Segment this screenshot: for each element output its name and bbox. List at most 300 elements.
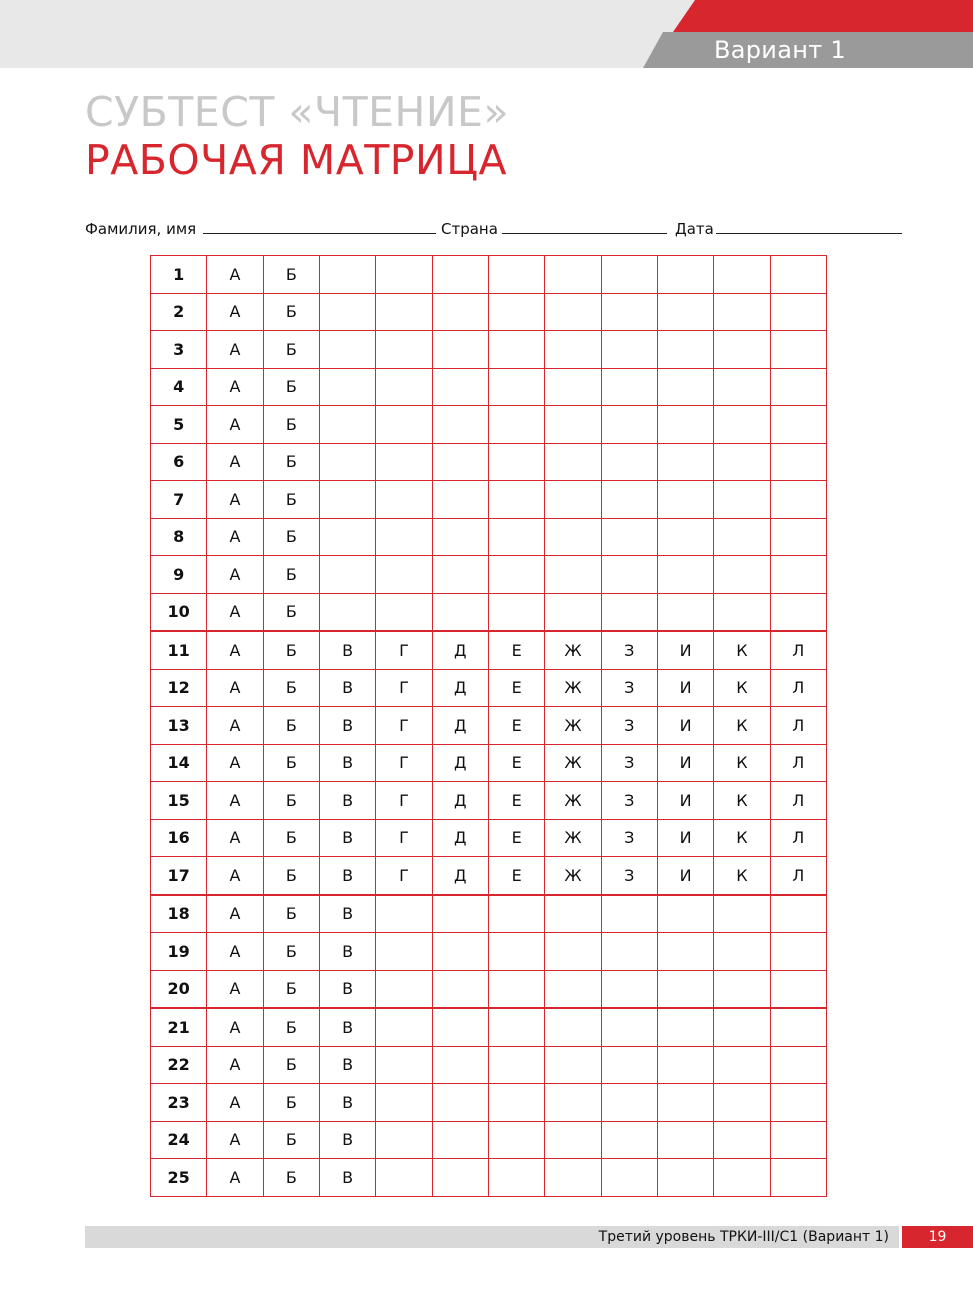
empty-cell	[488, 1159, 544, 1197]
matrix-title: РАБОЧАЯ МАТРИЦА	[85, 136, 508, 184]
answer-option[interactable]: А	[207, 631, 263, 669]
empty-cell	[770, 481, 826, 519]
answer-option[interactable]: А	[207, 593, 263, 631]
answer-option[interactable]: И	[657, 857, 713, 895]
empty-cell	[432, 293, 488, 331]
answer-option[interactable]: А	[207, 518, 263, 556]
date-label: Дата	[675, 220, 714, 238]
empty-cell	[376, 293, 432, 331]
empty-cell	[657, 293, 713, 331]
answer-option[interactable]: Ж	[545, 857, 601, 895]
empty-cell	[770, 593, 826, 631]
empty-cell	[714, 443, 770, 481]
empty-cell	[545, 1046, 601, 1084]
answer-option[interactable]: А	[207, 933, 263, 971]
empty-cell	[319, 443, 375, 481]
empty-cell	[657, 556, 713, 594]
answer-option[interactable]: Б	[263, 819, 319, 857]
empty-cell	[488, 1084, 544, 1122]
empty-cell	[319, 481, 375, 519]
answer-option[interactable]: Б	[263, 744, 319, 782]
empty-cell	[545, 556, 601, 594]
answer-option[interactable]: И	[657, 669, 713, 707]
answer-option[interactable]: А	[207, 744, 263, 782]
empty-cell	[601, 933, 657, 971]
answer-option[interactable]: А	[207, 481, 263, 519]
answer-option[interactable]: К	[714, 782, 770, 820]
empty-cell	[770, 895, 826, 933]
empty-cell	[432, 518, 488, 556]
empty-cell	[488, 970, 544, 1008]
answer-option[interactable]: З	[601, 819, 657, 857]
answer-option[interactable]: З	[601, 744, 657, 782]
empty-cell	[657, 256, 713, 294]
answer-option[interactable]: В	[319, 669, 375, 707]
answer-option[interactable]: А	[207, 443, 263, 481]
empty-cell	[770, 970, 826, 1008]
empty-cell	[714, 1046, 770, 1084]
matrix-row	[151, 443, 827, 481]
empty-cell	[770, 256, 826, 294]
empty-cell	[601, 1159, 657, 1197]
matrix-row	[151, 631, 827, 669]
empty-cell	[657, 970, 713, 1008]
matrix-row	[151, 1008, 827, 1046]
question-number: 10	[151, 593, 207, 631]
empty-cell	[770, 331, 826, 369]
empty-cell	[432, 593, 488, 631]
answer-option[interactable]: Б	[263, 782, 319, 820]
answer-option[interactable]: Б	[263, 1084, 319, 1122]
answer-option[interactable]: В	[319, 1046, 375, 1084]
question-number: 21	[151, 1008, 207, 1046]
name-field[interactable]	[203, 233, 436, 234]
empty-cell	[601, 518, 657, 556]
answer-option[interactable]: В	[319, 970, 375, 1008]
question-number: 12	[151, 669, 207, 707]
matrix-row	[151, 782, 827, 820]
empty-cell	[545, 933, 601, 971]
answer-option[interactable]: Е	[488, 819, 544, 857]
empty-cell	[601, 331, 657, 369]
answer-option[interactable]: К	[714, 744, 770, 782]
answer-option[interactable]: Г	[376, 631, 432, 669]
empty-cell	[319, 556, 375, 594]
answer-option[interactable]: Г	[376, 744, 432, 782]
matrix-row	[151, 556, 827, 594]
empty-cell	[714, 406, 770, 444]
empty-cell	[714, 933, 770, 971]
answer-option[interactable]: А	[207, 970, 263, 1008]
empty-cell	[657, 1046, 713, 1084]
question-number: 23	[151, 1084, 207, 1122]
question-number: 1	[151, 256, 207, 294]
answer-option[interactable]: Б	[263, 1008, 319, 1046]
matrix-row	[151, 518, 827, 556]
empty-cell	[657, 1008, 713, 1046]
empty-cell	[432, 443, 488, 481]
empty-cell	[376, 331, 432, 369]
footer-text: Третий уровень ТРКИ-III/C1 (Вариант 1)	[598, 1229, 889, 1245]
question-number: 13	[151, 707, 207, 745]
answer-option[interactable]: А	[207, 707, 263, 745]
answer-option[interactable]: И	[657, 782, 713, 820]
empty-cell	[714, 331, 770, 369]
empty-cell	[545, 443, 601, 481]
empty-cell	[770, 933, 826, 971]
empty-cell	[714, 970, 770, 1008]
matrix-row	[151, 1046, 827, 1084]
answer-option[interactable]: К	[714, 707, 770, 745]
empty-cell	[376, 368, 432, 406]
empty-cell	[714, 368, 770, 406]
answer-option[interactable]: К	[714, 669, 770, 707]
matrix-row	[151, 1121, 827, 1159]
matrix-row	[151, 669, 827, 707]
empty-cell	[545, 406, 601, 444]
empty-cell	[601, 481, 657, 519]
answer-option[interactable]: Е	[488, 782, 544, 820]
empty-cell	[488, 331, 544, 369]
empty-cell	[545, 1008, 601, 1046]
answer-option[interactable]: А	[207, 1008, 263, 1046]
empty-cell	[545, 518, 601, 556]
answer-option[interactable]: В	[319, 857, 375, 895]
answer-option[interactable]: А	[207, 782, 263, 820]
empty-cell	[376, 933, 432, 971]
empty-cell	[657, 368, 713, 406]
question-number: 3	[151, 331, 207, 369]
empty-cell	[770, 293, 826, 331]
answer-option[interactable]: А	[207, 1046, 263, 1084]
answer-option[interactable]: А	[207, 1084, 263, 1122]
empty-cell	[376, 1121, 432, 1159]
empty-cell	[657, 518, 713, 556]
answer-option[interactable]: Б	[263, 631, 319, 669]
empty-cell	[601, 556, 657, 594]
answer-option[interactable]: Л	[770, 819, 826, 857]
answer-option[interactable]: А	[207, 331, 263, 369]
answer-option[interactable]: З	[601, 782, 657, 820]
answer-option[interactable]: Е	[488, 744, 544, 782]
answer-option[interactable]: Е	[488, 857, 544, 895]
answer-option[interactable]: В	[319, 782, 375, 820]
empty-cell	[601, 593, 657, 631]
empty-cell	[488, 481, 544, 519]
empty-cell	[601, 970, 657, 1008]
answer-option[interactable]: В	[319, 933, 375, 971]
matrix-row	[151, 933, 827, 971]
empty-cell	[657, 1159, 713, 1197]
answer-option[interactable]: З	[601, 707, 657, 745]
empty-cell	[657, 1121, 713, 1159]
answer-option[interactable]: Л	[770, 857, 826, 895]
empty-cell	[545, 970, 601, 1008]
answer-option[interactable]: А	[207, 1121, 263, 1159]
empty-cell	[545, 481, 601, 519]
empty-cell	[714, 1084, 770, 1122]
empty-cell	[488, 1046, 544, 1084]
question-number: 14	[151, 744, 207, 782]
answer-option[interactable]: Г	[376, 707, 432, 745]
matrix-row	[151, 1084, 827, 1122]
answer-option[interactable]: Г	[376, 669, 432, 707]
matrix-row	[151, 406, 827, 444]
empty-cell	[432, 1121, 488, 1159]
question-number: 6	[151, 443, 207, 481]
answer-option[interactable]: А	[207, 556, 263, 594]
answer-option[interactable]: А	[207, 819, 263, 857]
empty-cell	[657, 933, 713, 971]
answer-option[interactable]: К	[714, 631, 770, 669]
answer-option[interactable]: Б	[263, 368, 319, 406]
answer-option[interactable]: Б	[263, 1159, 319, 1197]
answer-option[interactable]: А	[207, 293, 263, 331]
empty-cell	[601, 293, 657, 331]
empty-cell	[488, 518, 544, 556]
answer-option[interactable]: З	[601, 857, 657, 895]
question-number: 9	[151, 556, 207, 594]
empty-cell	[432, 556, 488, 594]
answer-option[interactable]: Б	[263, 518, 319, 556]
variant-label: Вариант 1	[714, 36, 846, 64]
answer-option[interactable]: Б	[263, 669, 319, 707]
empty-cell	[545, 1084, 601, 1122]
answer-option[interactable]: Б	[263, 481, 319, 519]
matrix-row	[151, 970, 827, 1008]
question-number: 7	[151, 481, 207, 519]
answer-option[interactable]: Б	[263, 1121, 319, 1159]
answer-option[interactable]: Д	[432, 857, 488, 895]
answer-option[interactable]: И	[657, 819, 713, 857]
answer-option[interactable]: И	[657, 744, 713, 782]
answer-option[interactable]: Б	[263, 895, 319, 933]
empty-cell	[488, 1008, 544, 1046]
answer-option[interactable]: Б	[263, 970, 319, 1008]
empty-cell	[545, 593, 601, 631]
empty-cell	[770, 1046, 826, 1084]
empty-cell	[545, 256, 601, 294]
empty-cell	[432, 895, 488, 933]
answer-option[interactable]: А	[207, 857, 263, 895]
empty-cell	[770, 443, 826, 481]
answer-option[interactable]: Б	[263, 556, 319, 594]
page-number: 19	[902, 1226, 973, 1248]
empty-cell	[657, 895, 713, 933]
answer-option[interactable]: В	[319, 1084, 375, 1122]
empty-cell	[545, 1159, 601, 1197]
answer-option[interactable]: Ж	[545, 707, 601, 745]
country-label: Страна	[441, 220, 498, 238]
answer-matrix	[150, 255, 827, 1197]
answer-option[interactable]: В	[319, 1159, 375, 1197]
answer-option[interactable]: Ж	[545, 819, 601, 857]
answer-option[interactable]: Д	[432, 631, 488, 669]
empty-cell	[376, 556, 432, 594]
answer-option[interactable]: Е	[488, 707, 544, 745]
question-number: 8	[151, 518, 207, 556]
answer-option[interactable]: Е	[488, 669, 544, 707]
empty-cell	[714, 593, 770, 631]
answer-option[interactable]: Б	[263, 293, 319, 331]
question-number: 2	[151, 293, 207, 331]
answer-option[interactable]: Ж	[545, 631, 601, 669]
empty-cell	[432, 1159, 488, 1197]
answer-option[interactable]: В	[319, 1008, 375, 1046]
empty-cell	[376, 970, 432, 1008]
empty-cell	[657, 1084, 713, 1122]
answer-option[interactable]: К	[714, 819, 770, 857]
empty-cell	[376, 1084, 432, 1122]
answer-option[interactable]: К	[714, 857, 770, 895]
empty-cell	[376, 1046, 432, 1084]
country-field[interactable]	[502, 233, 667, 234]
empty-cell	[488, 256, 544, 294]
answer-option[interactable]: Б	[263, 256, 319, 294]
answer-option[interactable]: И	[657, 631, 713, 669]
answer-option[interactable]: Л	[770, 669, 826, 707]
matrix-row	[151, 895, 827, 933]
answer-option[interactable]: В	[319, 895, 375, 933]
empty-cell	[376, 1008, 432, 1046]
empty-cell	[601, 1084, 657, 1122]
answer-option[interactable]: Е	[488, 631, 544, 669]
answer-option[interactable]: Л	[770, 631, 826, 669]
empty-cell	[376, 593, 432, 631]
empty-cell	[770, 1084, 826, 1122]
answer-option[interactable]: А	[207, 406, 263, 444]
answer-option[interactable]: Г	[376, 782, 432, 820]
answer-option[interactable]: Ж	[545, 782, 601, 820]
question-number: 18	[151, 895, 207, 933]
empty-cell	[432, 331, 488, 369]
empty-cell	[376, 443, 432, 481]
matrix-row	[151, 819, 827, 857]
empty-cell	[545, 293, 601, 331]
empty-cell	[714, 518, 770, 556]
empty-cell	[601, 1008, 657, 1046]
answer-option[interactable]: Б	[263, 593, 319, 631]
empty-cell	[432, 406, 488, 444]
empty-cell	[432, 933, 488, 971]
answer-option[interactable]: В	[319, 1121, 375, 1159]
answer-option[interactable]: А	[207, 256, 263, 294]
question-number: 20	[151, 970, 207, 1008]
question-number: 22	[151, 1046, 207, 1084]
answer-option[interactable]: Б	[263, 443, 319, 481]
empty-cell	[432, 1046, 488, 1084]
question-number: 5	[151, 406, 207, 444]
empty-cell	[770, 406, 826, 444]
question-number: 16	[151, 819, 207, 857]
empty-cell	[488, 593, 544, 631]
empty-cell	[714, 1008, 770, 1046]
answer-option[interactable]: Ж	[545, 669, 601, 707]
matrix-row	[151, 331, 827, 369]
empty-cell	[319, 256, 375, 294]
empty-cell	[432, 368, 488, 406]
answer-option[interactable]: Б	[263, 707, 319, 745]
empty-cell	[488, 933, 544, 971]
question-number: 15	[151, 782, 207, 820]
matrix-row	[151, 857, 827, 895]
empty-cell	[319, 593, 375, 631]
answer-option[interactable]: Д	[432, 669, 488, 707]
empty-cell	[545, 1121, 601, 1159]
empty-cell	[601, 1046, 657, 1084]
answer-option[interactable]: В	[319, 819, 375, 857]
answer-option[interactable]: Б	[263, 331, 319, 369]
question-number: 25	[151, 1159, 207, 1197]
answer-option[interactable]: Г	[376, 819, 432, 857]
answer-option[interactable]: З	[601, 669, 657, 707]
answer-option[interactable]: Б	[263, 857, 319, 895]
answer-option[interactable]: Д	[432, 744, 488, 782]
empty-cell	[770, 1008, 826, 1046]
answer-option[interactable]: В	[319, 631, 375, 669]
answer-option[interactable]: Д	[432, 782, 488, 820]
answer-option[interactable]: Д	[432, 707, 488, 745]
question-number: 24	[151, 1121, 207, 1159]
empty-cell	[601, 1121, 657, 1159]
answer-option[interactable]: А	[207, 895, 263, 933]
answer-option[interactable]: Б	[263, 1046, 319, 1084]
answer-option[interactable]: Г	[376, 857, 432, 895]
empty-cell	[657, 406, 713, 444]
matrix-row	[151, 1159, 827, 1197]
matrix-row	[151, 707, 827, 745]
answer-option[interactable]: Б	[263, 933, 319, 971]
question-number: 11	[151, 631, 207, 669]
answer-option[interactable]: Л	[770, 782, 826, 820]
subtest-title: СУБТЕСТ «ЧТЕНИЕ»	[85, 88, 510, 136]
answer-option[interactable]: Ж	[545, 744, 601, 782]
answer-option[interactable]: В	[319, 707, 375, 745]
answer-option[interactable]: А	[207, 1159, 263, 1197]
answer-option[interactable]: Л	[770, 744, 826, 782]
empty-cell	[714, 481, 770, 519]
empty-cell	[545, 368, 601, 406]
answer-option[interactable]: З	[601, 631, 657, 669]
empty-cell	[319, 406, 375, 444]
empty-cell	[657, 331, 713, 369]
empty-cell	[488, 556, 544, 594]
empty-cell	[601, 443, 657, 481]
empty-cell	[319, 368, 375, 406]
empty-cell	[714, 256, 770, 294]
answer-option[interactable]: А	[207, 669, 263, 707]
empty-cell	[376, 406, 432, 444]
name-label: Фамилия, имя	[85, 220, 197, 238]
header-red-stripe	[673, 0, 973, 32]
answer-option[interactable]: Б	[263, 406, 319, 444]
date-field[interactable]	[716, 233, 902, 234]
answer-option[interactable]: Д	[432, 819, 488, 857]
answer-option[interactable]: А	[207, 368, 263, 406]
empty-cell	[432, 1008, 488, 1046]
empty-cell	[770, 1121, 826, 1159]
question-number: 17	[151, 857, 207, 895]
matrix-row	[151, 368, 827, 406]
empty-cell	[714, 1159, 770, 1197]
answer-option[interactable]: В	[319, 744, 375, 782]
empty-cell	[770, 518, 826, 556]
answer-option[interactable]: И	[657, 707, 713, 745]
answer-option[interactable]: Л	[770, 707, 826, 745]
empty-cell	[432, 1084, 488, 1122]
question-number: 19	[151, 933, 207, 971]
empty-cell	[488, 293, 544, 331]
